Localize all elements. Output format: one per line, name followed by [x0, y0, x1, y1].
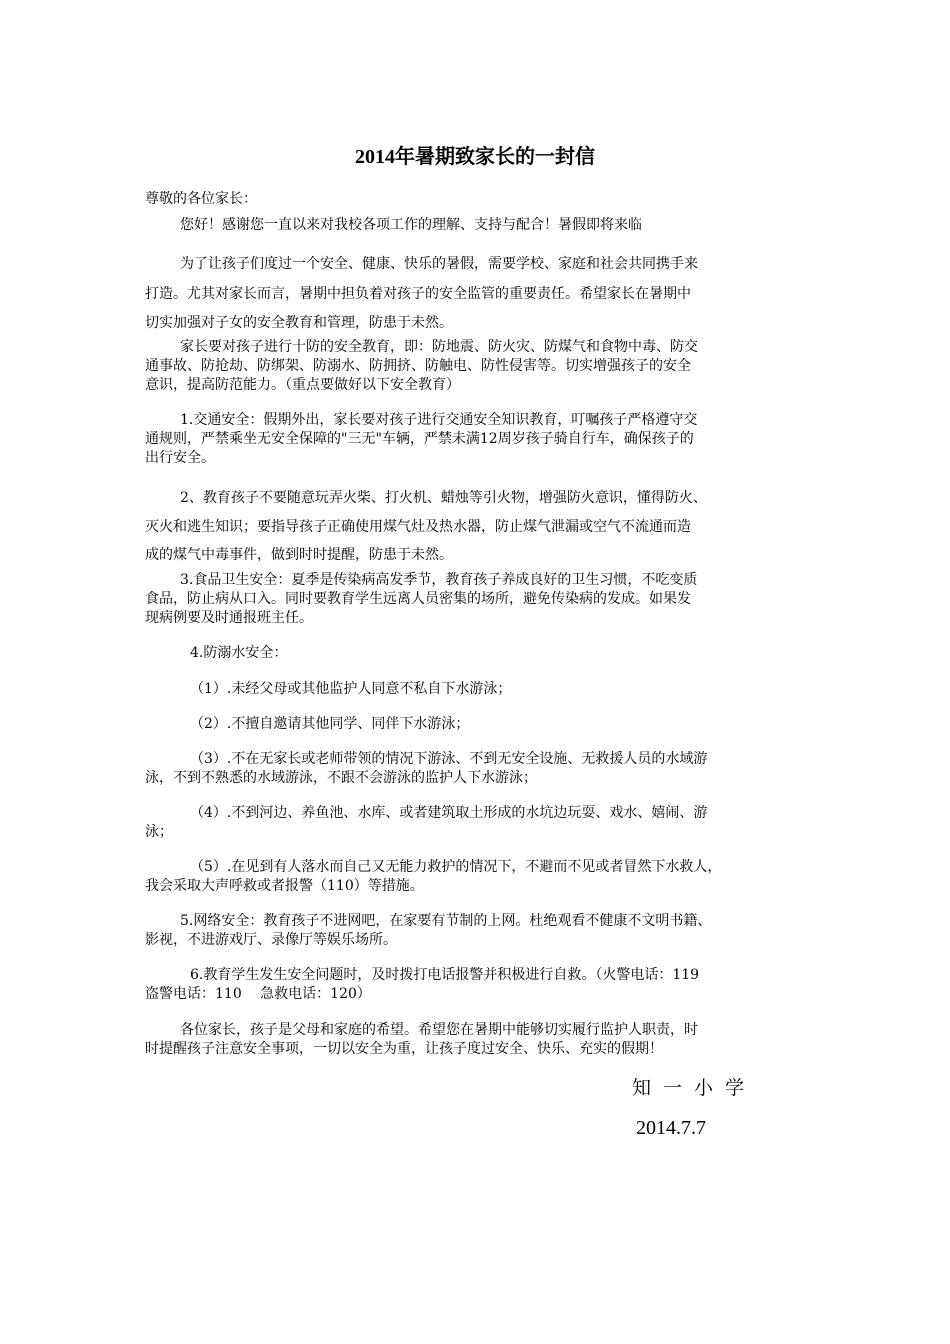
signature-date: 2014.7.7 [636, 1117, 706, 1139]
drowning-rule: 泳，不到不熟悉的水域游泳，不跟不会游泳的监护人下水游泳； [145, 770, 537, 786]
traffic-safety-line: 1.交通安全：假期外出，家长要对孩子进行交通安全知识教育，叮嘱孩子严格遵守交 [180, 412, 698, 428]
food-safety-line: 现病例要及时通报班主任。 [145, 610, 313, 626]
intro-line: 为了让孩子们度过一个安全、健康、快乐的暑假，需要学校、家庭和社会共同携手来 [180, 256, 698, 272]
emergency-line: 盗警电话：110 急救电话：120） [145, 986, 371, 1002]
closing-line: 各位家长，孩子是父母和家庭的希望。希望您在暑期中能够切实履行监护人职责，时 [180, 1022, 698, 1038]
traffic-safety-line: 出行安全。 [145, 450, 215, 466]
food-safety-line: 3.食品卫生安全：夏季是传染病高发季节，教育孩子养成良好的卫生习惯，不吃变质 [180, 572, 698, 588]
drowning-rule: （3）.不在无家长或老师带领的情况下游泳、不到无安全设施、无救援人员的水域游 [190, 751, 708, 767]
internet-safety-line: 5.网络安全：教育孩子不进网吧，在家要有节制的上网。杜绝观看不健康不文明书籍、 [180, 913, 712, 929]
closing-line: 时提醒孩子注意安全事项，一切以安全为重，让孩子度过安全、快乐、充实的假期！ [145, 1041, 663, 1057]
ten-prevention-line: 通事故、防抢劫、防绑架、防溺水、防拥挤、防触电、防性侵害等。切实增强孩子的安全 [145, 358, 691, 374]
ten-prevention-line: 家长要对孩子进行十防的安全教育，即：防地震、防火灾、防煤气和食物中毒、防交 [180, 339, 698, 355]
fire-safety-line: 成的煤气中毒事件，做到时时提醒，防患于未然。 [145, 547, 453, 563]
food-safety-line: 食品，防止病从口入。同时要教育学生远离人员密集的场所，避免传染病的发成。如果发 [145, 591, 691, 607]
intro-line: 打造。尤其对家长而言，暑期中担负着对孩子的安全监管的重要责任。希望家长在暑期中 [145, 286, 691, 302]
internet-safety-line: 影视，不进游戏厅、录像厅等娱乐场所。 [145, 932, 397, 948]
drowning-rule: 我会采取大声呼救或者报警（110）等措施。 [145, 878, 424, 894]
emergency-line: 6.教育学生发生安全问题时，及时拨打电话报警并积极进行自救。（火警电话：119 [190, 967, 700, 983]
letter-title: 2014年暑期致家长的一封信 [355, 146, 595, 168]
signature-school: 知一小学 [632, 1077, 757, 1099]
greeting: 您好！感谢您一直以来对我校各项工作的理解、支持与配合！暑假即将来临 [180, 217, 642, 233]
drowning-rule: 泳； [145, 824, 173, 840]
drowning-rule: （2）.不擅自邀请其他同学、同伴下水游泳； [190, 716, 470, 732]
intro-line: 切实加强对子女的安全教育和管理，防患于未然。 [145, 315, 453, 331]
drowning-rule: （1）.未经父母或其他监护人同意不私自下水游泳； [190, 681, 512, 697]
drowning-heading: 4.防溺水安全： [190, 645, 288, 661]
ten-prevention-line: 意识，提高防范能力。（重点要做好以下安全教育） [145, 377, 460, 393]
drowning-rule: （4）.不到河边、养鱼池、水库、或者建筑取土形成的水坑边玩耍、戏水、嬉闹、游 [190, 805, 708, 821]
traffic-safety-line: 通规则，严禁乘坐无安全保障的"三无"车辆，严禁未满12周岁孩子骑自行车，确保孩子的 [145, 431, 694, 447]
drowning-rule: （5）.在见到有人落水而自己又无能力救护的情况下，不避而不见或者冒然下水救人， [190, 859, 722, 875]
salutation: 尊敬的各位家长： [145, 191, 257, 207]
fire-safety-line: 2、教育孩子不要随意玩弄火柴、打火机、蜡烛等引火物，增强防火意识，懂得防火、 [180, 490, 707, 506]
fire-safety-line: 灭火和逃生知识；要指导孩子正确使用煤气灶及热水器，防止煤气泄漏或空气不流通而造 [145, 519, 691, 535]
